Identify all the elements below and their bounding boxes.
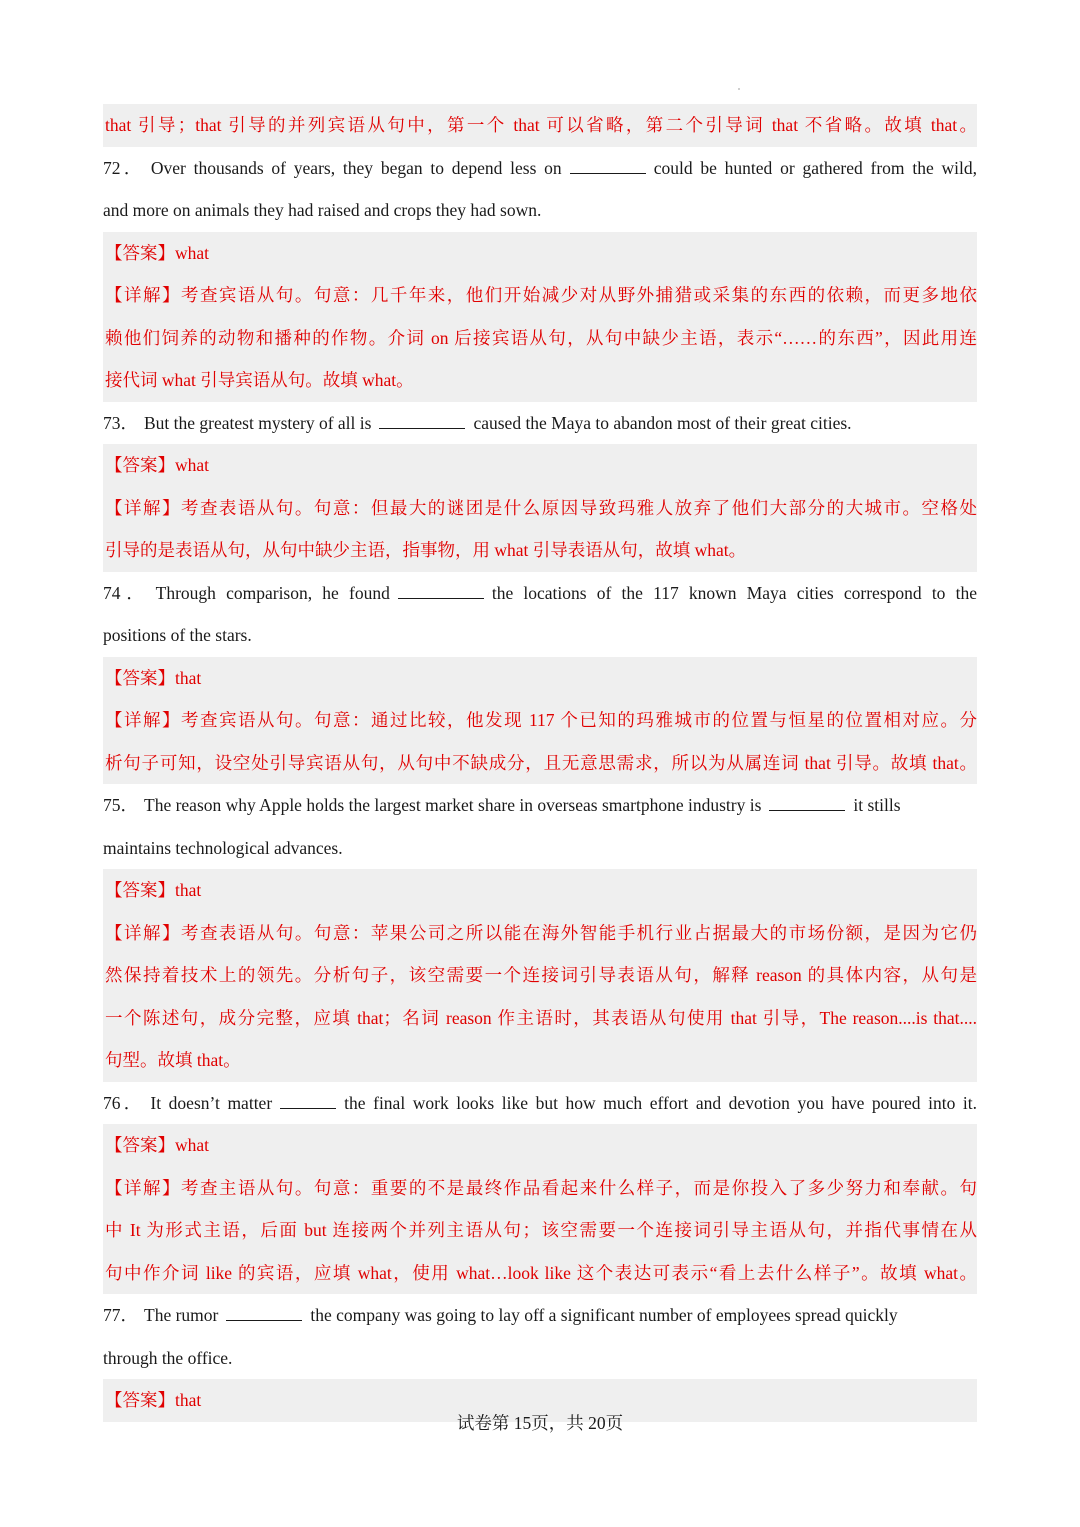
- question-75-line-2: maintains technological advances.: [103, 837, 343, 858]
- question-text: the locations of the 117 known Maya cities correspond to the: [491, 582, 977, 603]
- question-number: 76．: [103, 1092, 145, 1113]
- explanation-line: 一个陈述句，成分完整，应填 that；名词 reason 作主语时，其表语从句使用 that 引导，The reason....is that....: [105, 1007, 977, 1028]
- explanation-line: 然保持着技术上的领先。分析句子，该空需要一个连接词引导表语从句，解释 reason 的具体内容，从句是: [105, 965, 977, 985]
- answer-box-73: [103, 444, 977, 572]
- answer-blank: [226, 1302, 302, 1321]
- explanation-line: 中 It 为形式主语，后面 but 连接两个并列主语从句；该空需要一个连接词引导主语从句，并指代事情在从: [105, 1220, 977, 1240]
- explanation-line: 接代词 what 引导宾语从句。故填 what。: [105, 370, 414, 390]
- question-text: The reason why Apple holds the largest market share in overseas smartphone industry is: [144, 795, 762, 815]
- question-number: 75．: [103, 795, 138, 815]
- answer-label: 【答案】what: [105, 242, 210, 263]
- answer-blank: [398, 580, 484, 599]
- question-75-line-1: [103, 784, 977, 827]
- explanation-line: 【详解】考查表语从句。句意：苹果公司之所以能在海外智能手机行业占据最大的市场份额，是因为它仍: [105, 922, 977, 943]
- question-text: the final work looks like but how much effort and devotion you have poured into it.: [344, 1092, 977, 1113]
- answer-blank: [280, 1090, 336, 1109]
- question-77-line-2: through the office.: [103, 1347, 233, 1368]
- answer-label: 【答案】that: [105, 1390, 202, 1410]
- explanation-line: 【详解】考查宾语从句。句意：通过比较，他发现 117 个已知的玛雅城市的位置与恒星的位置相对应。分: [105, 710, 977, 730]
- question-72-line-1: [103, 147, 977, 190]
- question-77-line-1: [103, 1294, 977, 1337]
- answer-box-75: [103, 869, 977, 1082]
- answer-label: 【答案】what: [105, 1135, 210, 1155]
- answer-blank: [570, 155, 646, 174]
- answer-box-76: [103, 1124, 977, 1294]
- question-text: Over thousands of years, they began to depend less on: [150, 157, 562, 178]
- question-text: caused the Maya to abandon most of their great cities.: [473, 412, 852, 433]
- answer-blank: [769, 792, 845, 811]
- question-text: But the greatest mystery of all is: [144, 412, 372, 433]
- scan-mark: [738, 88, 740, 90]
- answer-box-74: [103, 657, 977, 785]
- exam-page: [103, 104, 977, 1422]
- explanation-line: that 引导；that 引导的并列宾语从句中，第一个 that 可以省略，第二个引导词 that 不省略。故填 that。: [105, 115, 977, 135]
- question-text: it stills: [853, 795, 901, 815]
- question-number: 74．: [103, 582, 150, 603]
- question-text: the company was going to lay off a significant number of employees spread quickly: [310, 1305, 898, 1325]
- explanation-line: 【详解】考查宾语从句。句意：几千年来，他们开始减少对从野外捕猎或采集的东西的依赖，而更多地依: [105, 285, 977, 305]
- question-text: could be hunted or gathered from the wild,: [653, 157, 977, 178]
- explanation-line: 析句子可知，设空处引导宾语从句，从句中不缺成分，且无意思需求，所以为从属连词 that 引导。故填 that。: [105, 752, 977, 773]
- question-74-line-2: positions of the stars.: [103, 625, 252, 645]
- answer-label: 【答案】that: [105, 880, 202, 900]
- question-74-line-1: [103, 572, 977, 615]
- explanation-line: 赖他们饲养的动物和播种的作物。介词 on 后接宾语从句，从句中缺少主语，表示“……的东西”，因此用连: [105, 327, 977, 348]
- explanation-line: 【详解】考查表语从句。句意：但最大的谜团是什么原因导致玛雅人放弃了他们大部分的大城市。空格处: [105, 497, 977, 518]
- explanation-line: 【详解】考查主语从句。句意：重要的不是最终作品看起来什么样子，而是你投入了多少努力和奉献。句: [105, 1177, 977, 1198]
- answer-blank: [379, 410, 465, 429]
- question-text: The rumor: [144, 1305, 219, 1325]
- answer-box-72: [103, 232, 977, 402]
- question-text: It doesn’t matter: [150, 1092, 273, 1113]
- explanation-line: 句中作介词 like 的宾语，应填 what，使用 what…look like 这个表达可表示“看上去什么样子”。故填 what。: [105, 1262, 977, 1283]
- question-number: 72．: [103, 157, 145, 178]
- page-footer: 试卷第 15页，共 20页: [456, 1413, 624, 1433]
- question-number: 73．: [103, 412, 138, 433]
- question-72-line-2: and more on animals they had raised and crops they had sown.: [103, 200, 542, 220]
- explanation-box-prev: [103, 104, 977, 147]
- question-76-line-1: [103, 1082, 977, 1125]
- explanation-line: 引导的是表语从句，从句中缺少主语，指事物，用 what 引导表语从句，故填 what。: [105, 540, 747, 560]
- question-text: Through comparison, he found: [155, 582, 390, 603]
- question-number: 77．: [103, 1305, 138, 1325]
- explanation-line: 句型。故填 that。: [105, 1050, 241, 1070]
- question-73-line-1: [103, 402, 977, 445]
- answer-label: 【答案】that: [105, 667, 202, 688]
- answer-label: 【答案】what: [105, 455, 210, 475]
